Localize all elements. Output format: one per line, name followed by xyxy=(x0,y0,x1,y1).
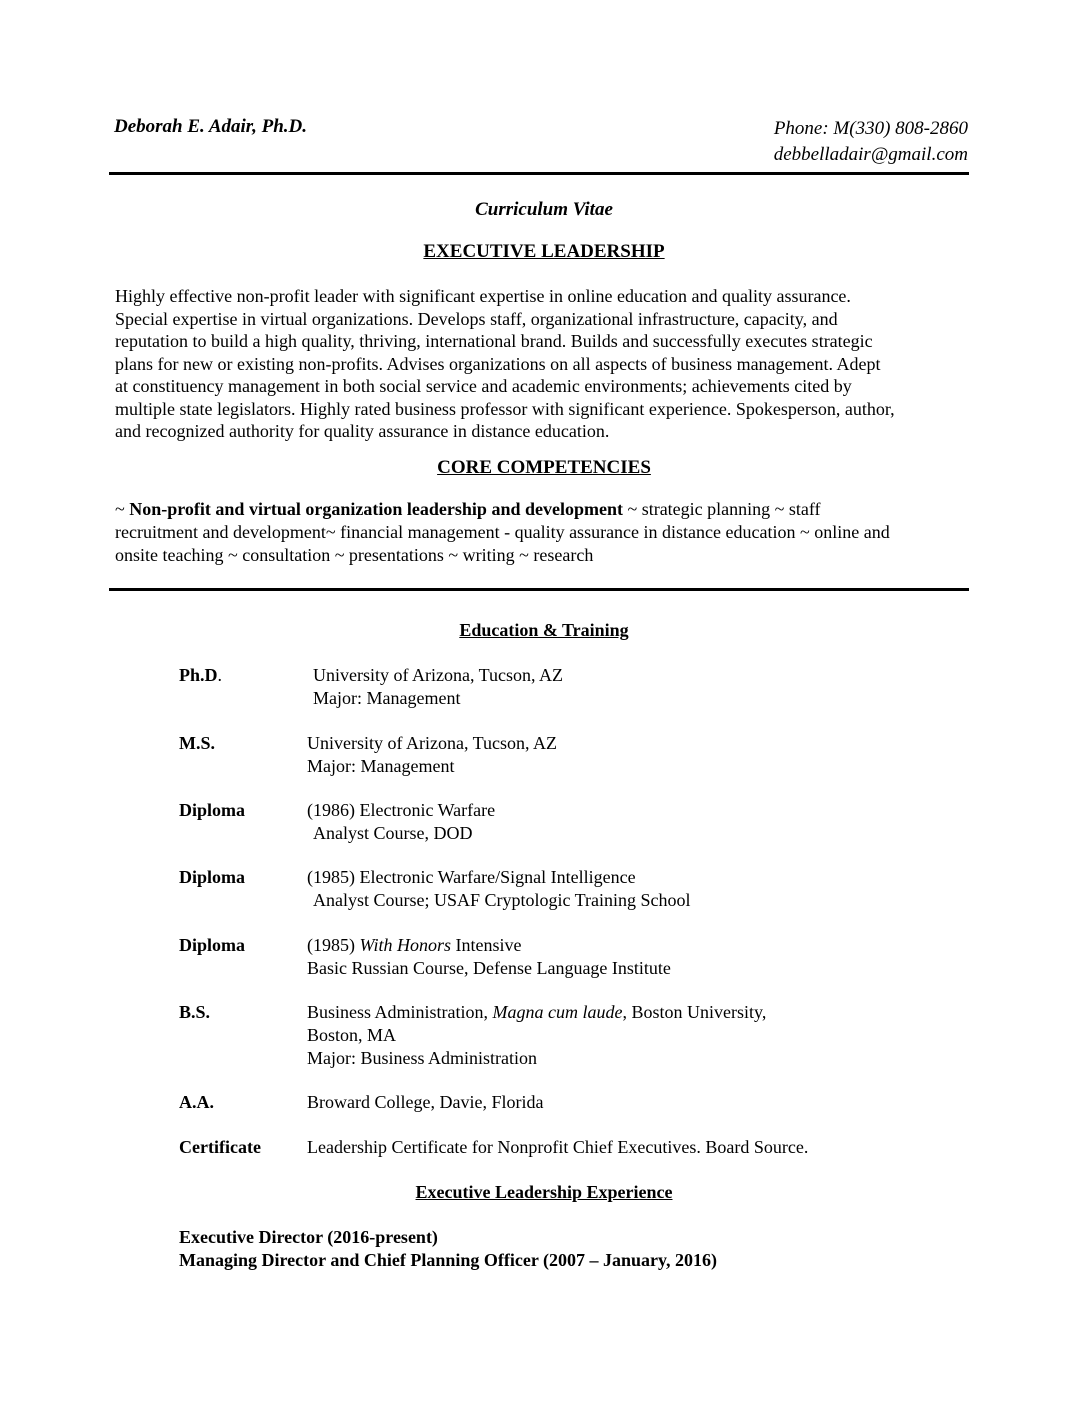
degree-label: Diploma xyxy=(179,935,246,955)
degree-label: Diploma xyxy=(179,800,246,820)
honors-note: Magna cum laude xyxy=(492,1002,623,1022)
summary-line: multiple state legislators. Highly rated business professor with significant experience. Spokesperson, author, xyxy=(115,398,895,419)
document-title: Curriculum Vitae xyxy=(475,199,613,220)
degree-details: (1986) Electronic Warfare Analyst Course, DOD xyxy=(307,800,496,843)
experience-heading: Executive Leadership Experience xyxy=(415,1182,673,1202)
degree-details: University of Arizona, Tucson, AZ Major: Management xyxy=(313,665,563,708)
degree-details: (1985) Electronic Warfare/Signal Intelligence Analyst Course; USAF Cryptologic Training School xyxy=(307,867,691,910)
executive-summary xyxy=(115,285,975,443)
summary-line: at constituency management in both social service and academic environments; achievements cited by xyxy=(115,376,852,396)
competencies-line xyxy=(115,498,975,521)
competencies-line: recruitment and development~ financial management - quality assurance in distance education ~ online and xyxy=(115,522,890,542)
role-title: Managing Director and Chief Planning Officer (2007 – January, 2016) xyxy=(179,1250,717,1270)
degree-details: Leadership Certificate for Nonprofit Chief Executives. Board Source. xyxy=(307,1137,809,1157)
degree-label: M.S. xyxy=(179,733,215,753)
competencies-line: onsite teaching ~ consultation ~ presentations ~ writing ~ research xyxy=(115,545,594,565)
degree-details: Broward College, Davie, Florida xyxy=(307,1092,544,1112)
role-title: Executive Director (2016-present) xyxy=(179,1227,438,1247)
degree-details: University of Arizona, Tucson, AZ Major: Management xyxy=(307,733,557,776)
competencies-prefix: ~ xyxy=(115,499,130,519)
author-name: Deborah E. Adair, Ph.D. xyxy=(114,116,308,137)
degree-label: B.S. xyxy=(179,1002,211,1022)
summary-line: reputation to build a high quality, thriving, international brand. Builds and successfully executes strategic xyxy=(115,331,873,351)
summary-line: plans for new or existing non-profits. Advises organizations on all aspects of business management. Adept xyxy=(115,353,881,374)
core-competencies-heading: CORE COMPETENCIES xyxy=(437,457,651,478)
degree-details: Business Administration, Magna cum laude, Boston University, Boston, MA Major: Business Administration xyxy=(307,1002,767,1068)
section-divider xyxy=(109,588,969,591)
degree-details: (1985) With Honors Intensive Basic Russian Course, Defense Language Institute xyxy=(307,935,671,978)
summary-line: and recognized authority for quality assurance in distance education. xyxy=(115,421,610,441)
contact-block xyxy=(774,116,968,168)
summary-line: Highly effective non-profit leader with significant expertise in online education and quality assurance. xyxy=(115,286,851,306)
email-address: debbelladair@gmail.com xyxy=(773,144,968,165)
executive-leadership-heading: EXECUTIVE LEADERSHIP xyxy=(423,241,665,262)
header-divider xyxy=(109,172,969,175)
competencies-rest: ~ strategic planning ~ staff xyxy=(622,499,821,519)
education-heading: Education & Training xyxy=(459,620,629,640)
experience-roles xyxy=(179,1226,717,1272)
degree-label: A.A. xyxy=(179,1092,214,1112)
competencies-text xyxy=(115,498,975,567)
competencies-highlight: Non-profit and virtual organization leadership and development xyxy=(129,499,623,519)
honors-note: With Honors xyxy=(359,935,452,955)
summary-line: Special expertise in virtual organizations. Develops staff, organizational infrastructure, capacity, and xyxy=(115,308,838,329)
phone-number: Phone: M(330) 808-2860 xyxy=(773,118,968,139)
degree-label: Ph.D. xyxy=(179,665,223,685)
degree-label: Certificate xyxy=(179,1137,261,1157)
degree-label: Diploma xyxy=(179,867,246,887)
